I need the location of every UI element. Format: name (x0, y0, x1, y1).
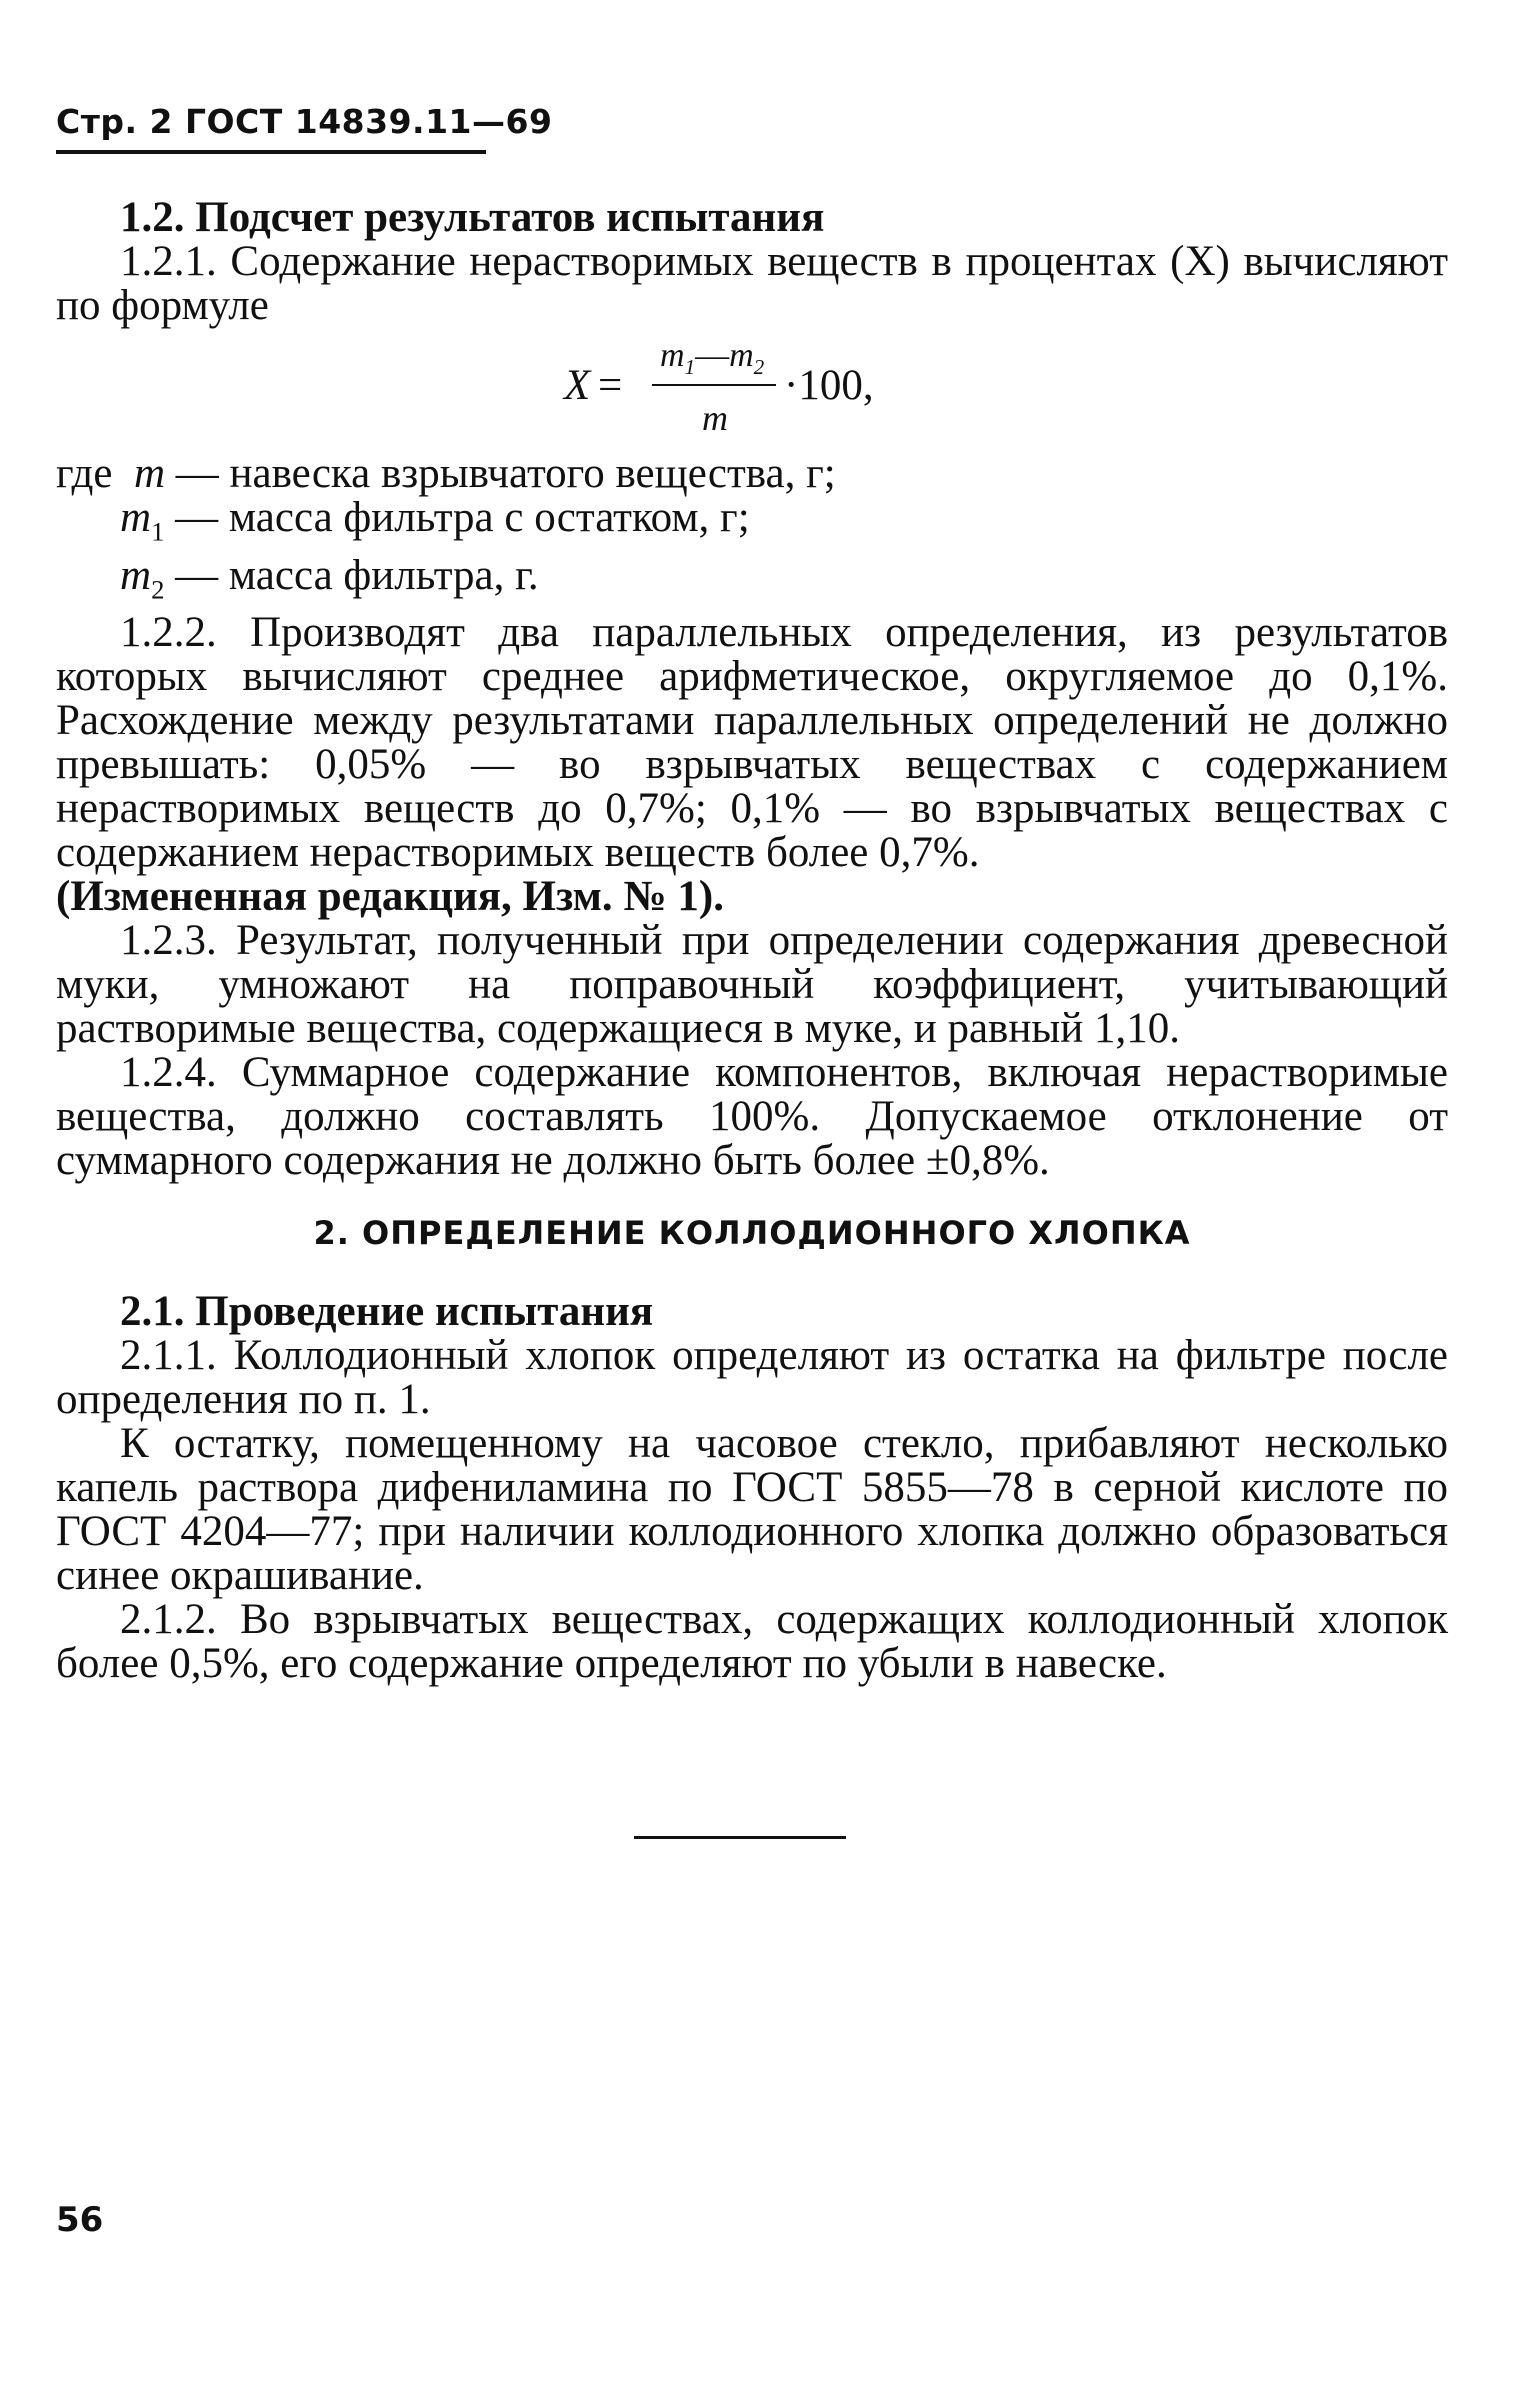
formula-multiplier: ·100, (784, 362, 874, 409)
paragraph-1-2-4: 1.2.4. Суммарное содержание компонентов, включая нерастворимые вещества, должно составлять 100%. Допускаемое отклонение от суммарного содержания не должно быть более ±0,8%. (56, 1049, 1448, 1185)
where-line-m: где m — навеска взрывчатого вещества, г; (56, 450, 836, 497)
formula-lhs: X (564, 362, 591, 409)
formula-row (56, 328, 1448, 452)
subsection-heading-2-1: 2.1. Проведение испытания (120, 1288, 654, 1335)
formula-numerator: $m_1—m_2$ (660, 337, 765, 379)
section-2-block (56, 1290, 1448, 1686)
paragraph-2-1-1-continued: К остатку, помещенному на часовое стекло, прибавляют несколько капель раствора дифениламина по ГОСТ 5855—78 в серной кислоте по ГОСТ 4204—77; при наличии коллодионного хлопка должно образоваться синее окрашивание. (56, 1420, 1448, 1599)
paragraph-1-2-2: 1.2.2. Производят два параллельных определения, из результатов которых вычисляют среднее арифметическое, округляемое до 0,1%. Расхождение между результатами параллельных определений не должно превышать: 0,05% — во взрывчатых веществах с содержанием нерастворимых веществ до 0,7%; 0,1% — во взрывчатых веществах с содержанием нерастворимых веществ более 0,7%. (56, 609, 1448, 877)
paragraph-2-1-2: 2.1.2. Во взрывчатых веществах, содержащих коллодионный хлопок более 0,5%, его содержание определяют по убыли в навеске. (56, 1596, 1448, 1687)
amendment-note: (Измененная редакция, Изм. № 1). (56, 873, 724, 921)
section-1-block (56, 196, 1448, 1183)
running-head: Стр. 2 ГОСТ 14839.11—69 (56, 102, 553, 141)
where-line-m2: $m_2$ — масса фильтра, г. (120, 551, 539, 605)
page-number: 56 (56, 2200, 104, 2240)
paragraph-1-2-1: 1.2.1. Содержание нерастворимых веществ в процентах (X) вычисляют по формуле (56, 238, 1448, 329)
header-rule (56, 150, 486, 154)
formula (564, 334, 1004, 444)
subsection-heading-1-2: 1.2. Подсчет результатов испытания (120, 194, 825, 241)
where-line-m1: $m_1$ — масса фильтра с остатком, г; (120, 494, 750, 547)
formula-denominator: m (702, 398, 728, 438)
formula-equals: = (598, 362, 623, 409)
section-2-title: 2. ОПРЕДЕЛЕНИЕ КОЛЛОДИОННОГО ХЛОПКА (313, 1214, 1191, 1252)
end-rule (634, 1836, 846, 1839)
paragraph-1-2-3: 1.2.3. Результат, полученный при определении содержания древесной муки, умножают на поправочный коэффициент, учитывающий растворимые вещества, содержащиеся в муке, и равный 1,10. (56, 917, 1448, 1053)
paragraph-2-1-1: 2.1.1. Коллодионный хлопок определяют из остатка на фильтре после определения по п. 1. (56, 1332, 1448, 1423)
fraction-bar (652, 384, 776, 386)
